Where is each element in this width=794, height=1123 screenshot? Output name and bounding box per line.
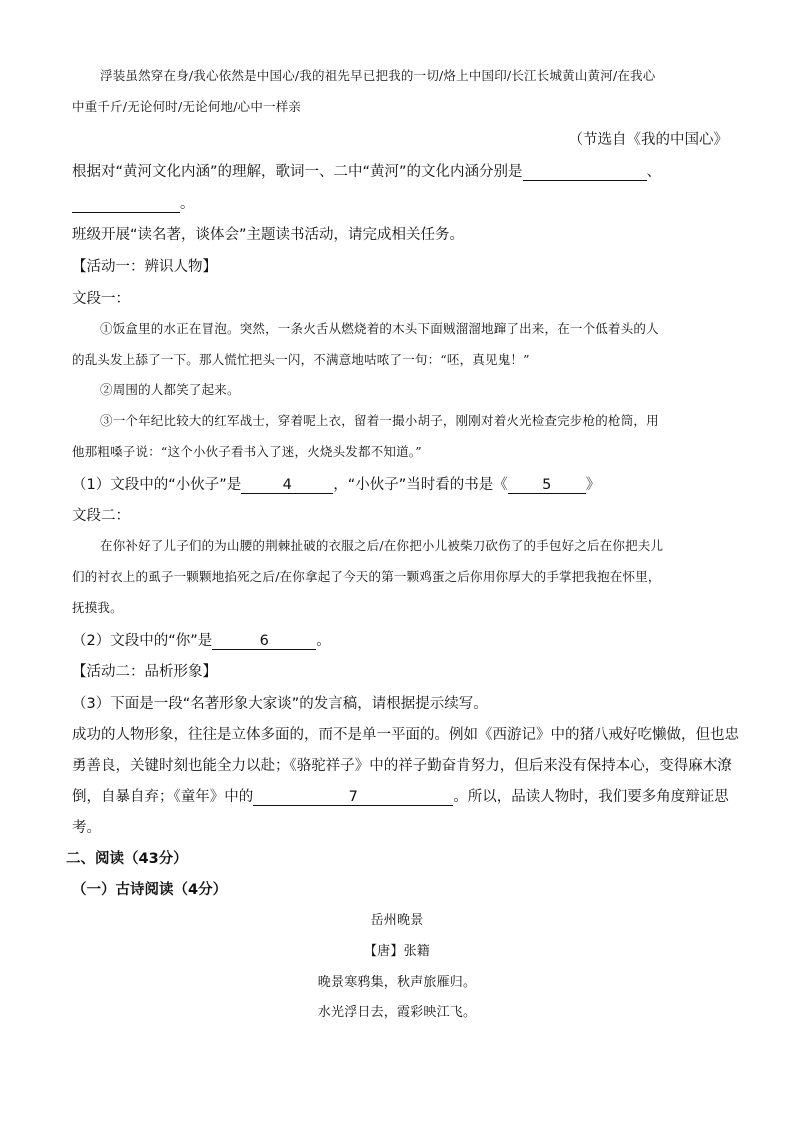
lyric-source: （节选自《我的中国心》 xyxy=(568,132,728,148)
section-2-heading: 二、阅读（43分） xyxy=(66,851,188,867)
question-text: 根据对“黄河文化内涵”的理解，歌词一、二中“黄河”的文化内涵分别是 xyxy=(72,164,523,180)
question-1-text: ，“小伙子”当时看的书是《 xyxy=(333,477,508,493)
passage-1-line: ①饭盒里的水正在冒泡。突然，一条火舌从燃烧着的木头下面贼溜溜地蹿了出来，在一个低着头的人 xyxy=(100,321,659,336)
answer-blank-4[interactable]: 4 xyxy=(241,478,333,494)
question-3-text: 。所以，品读人物时，我们要多角度辩证思 xyxy=(453,789,729,805)
lyric-line-1: 浮装虽然穿在身/我心依然是中国心/我的祖先早已把我的一切/烙上中国印/长江长城黄山黄河/在我心 xyxy=(100,68,656,83)
reading-intro: 班级开展“读名著，谈体会”主题读书活动，请完成相关任务。 xyxy=(72,227,465,243)
question-3-text: 倒，自暴自弃；《童年》中的 xyxy=(72,789,254,805)
activity-1-heading: 【活动一：辨识人物】 xyxy=(72,259,217,275)
activity-2-heading: 【活动二：品析形象】 xyxy=(72,664,217,680)
passage-1-line: 的乱头发上舔了一下。那人慌忙把头一闪，不满意地咕哝了一句：“呸，真见鬼！” xyxy=(72,352,530,367)
passage-1-label: 文段一： xyxy=(72,291,130,307)
answer-blank-6[interactable]: 6 xyxy=(212,634,316,650)
passage-2-line: 抚摸我。 xyxy=(72,600,123,615)
question-yellow-river xyxy=(72,165,732,181)
question-3-line xyxy=(72,790,732,806)
passage-1-line: 他那粗嗓子说：“这个小伙子看书入了迷，火烧头发都不知道。” xyxy=(72,444,422,459)
question-2-text: （2）文段中的“你”是 xyxy=(72,633,213,649)
question-2-end: 。 xyxy=(316,633,331,649)
passage-1-line: ③一个年纪比较大的红军战士，穿着呢上衣，留着一撮小胡子，刚刚对着火光检查完步枪的枪筒，用 xyxy=(100,413,659,428)
separator: 、 xyxy=(646,164,662,180)
passage-2-line: 们的衬衣上的虱子一颗颗地掐死之后/在你拿起了今天的第一颗鸡蛋之后你用你厚大的手掌把我抱在怀里， xyxy=(72,569,661,584)
question-1 xyxy=(72,478,732,494)
poem-author: 【唐】张籍 xyxy=(363,944,430,959)
question-2 xyxy=(72,634,732,650)
question-3-line: 勇善良，关键时刻也能全力以赴；《骆驼祥子》中的祥子勤奋肯努力，但后来没有保持本心，变得麻木潦 xyxy=(72,758,732,774)
answer-blank[interactable] xyxy=(523,165,647,181)
poem-line: 水光浮日去，霞彩映江飞。 xyxy=(317,1005,477,1020)
question-yellow-river-cont xyxy=(72,197,732,213)
answer-blank-7[interactable]: 7 xyxy=(253,790,453,806)
lyric-line-2: 中重千斤/无论何时/无论何地/心中一样亲 xyxy=(72,99,302,114)
poem-title: 岳州晚景 xyxy=(370,913,424,928)
answer-blank[interactable] xyxy=(72,197,180,213)
question-3-line: 考。 xyxy=(72,820,101,836)
passage-2-label: 文段二： xyxy=(72,508,130,524)
poem-line: 晚景寒鸦集，秋声旅雁归。 xyxy=(317,975,477,990)
answer-blank-5[interactable]: 5 xyxy=(508,478,586,494)
question-1-text: 》 xyxy=(585,477,601,493)
question-3-line: 成功的人物形象，往往是立体多面的，而不是单一平面的。例如《西游记》中的猪八戒好吃懒做，但也忠 xyxy=(72,727,739,743)
question-end: 。 xyxy=(180,196,195,212)
passage-2-line: 在你补好了儿子们的为山腰的荆棘扯破的衣服之后/在你把小儿被柴刀砍伤了的手包好之后在你把夫儿 xyxy=(100,538,664,553)
passage-1-line: ②周围的人都笑了起来。 xyxy=(100,382,240,397)
question-3: （3）下面是一段“名著形象大家谈”的发言稿，请根据提示续写。 xyxy=(72,696,488,712)
question-1-text: （1）文段中的“小伙子”是 xyxy=(72,477,242,493)
section-2-subheading: （一）古诗阅读（4分） xyxy=(72,882,228,898)
